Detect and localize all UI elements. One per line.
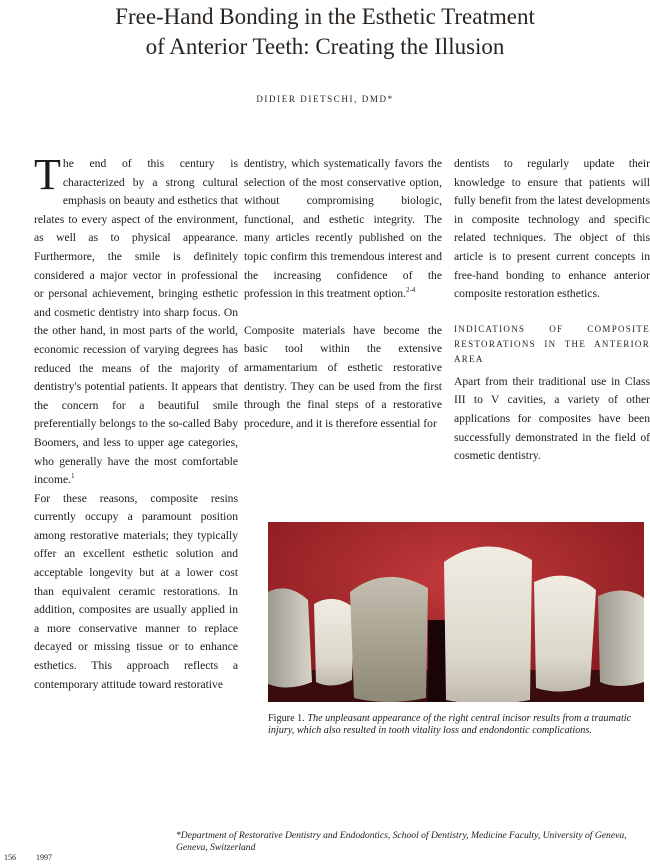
figure-label: Figure 1. (268, 713, 305, 724)
paragraph-dentists-update: dentists to regularly update their knowledge to ensure that patients will fully benefit from the latest developments in composite technology and specific related techniques. The object of this article is to present current concepts in free-hand bonding to enhance anterior composite restoration esthetics. (454, 157, 650, 301)
right-lateral-incisor (534, 576, 596, 692)
intro-text: he end of this century is characterized by a strong cultural emphasis on beauty and esthetics that relates to every aspect of the environment, as well as to physical appearance. Furthermore, the smile is definitely considered a major vector in professional or personal achievement, bringing esthetic and cosmetic dentistry into sharp focus. On the other hand, in most parts of the world, economic recession of varying degrees has reduced the means of the majority of dentistry's potential patients. It appears that the concern for a beautiful smile preferentially belongs to the so-called Baby Boomers, and less to upper age categories, who generally have the most comfortable income. (34, 157, 238, 487)
page-footer (4, 853, 70, 862)
paragraph-dentistry-text: dentistry, which systematically favors the selection of the most conservative option, without compromising biologic, functional, and esthetic integrity. The many articles recently published on the topic confirm this tremendous interest and the increasing confidence of the profession in this treatment option. (244, 157, 442, 301)
teeth-photo-illustration (268, 522, 644, 702)
affiliation-footnote: *Department of Restorative Dentistry and Endodontics, School of Dentistry, Medicine Faculty, University of Geneva, Geneva, Switzerland (176, 830, 627, 853)
right-canine (598, 590, 644, 686)
left-lateral-incisor (314, 599, 354, 686)
figure-caption-text: The unpleasant appearance of the right central incisor results from a traumatic injury, which also resulted in tooth vitality loss and endondontic complications. (268, 713, 632, 736)
body-column-2 (244, 155, 442, 433)
section-heading: INDICATIONS OF COMPOSITE RESTORATIONS IN THE ANTERIOR AREA (454, 323, 650, 364)
intro-paragraph (34, 150, 238, 490)
paragraph-spacer (244, 304, 442, 322)
figure-1-photo (268, 522, 644, 702)
article-title (0, 2, 650, 62)
title-line-1: Free-Hand Bonding in the Esthetic Treatment (115, 4, 535, 29)
paragraph-composite-resins: For these reasons, composite resins currently occupy a paramount position among restorative materials; they typically offer an excellent esthetic solution and acceptable longevity but at a lower cost than equivalent ceramic restorations. In addition, composites are usually applied in a more conservative manner to replace decayed or missing tissue or to enhance esthetics. This approach reflects a contemporary attitude toward restorative (34, 491, 238, 691)
figure-caption (268, 713, 650, 737)
body-column-1 (34, 150, 238, 694)
paragraph-spacer (454, 304, 650, 322)
drop-cap: T (34, 150, 61, 199)
title-line-2: of Anterior Teeth: Creating the Illusion (145, 34, 505, 59)
left-lateral-tooth (268, 588, 312, 687)
interdental-gap (428, 620, 446, 702)
paragraph-dentistry (244, 155, 442, 304)
body-column-3 (454, 155, 650, 466)
author-byline: DIDIER DIETSCHI, DMD* (256, 94, 394, 104)
publication-year: 1997 (36, 853, 52, 862)
reference-marker: 2-4 (405, 286, 416, 295)
page-number: 156 (4, 853, 16, 862)
healthy-central-incisor (444, 546, 532, 702)
paragraph-composite-materials: Composite materials have become the basic tool within the extensive armamentarium of esthetic restorative dentistry. They can be used from the first through the final steps of a restorative procedure, and it is therefore essential for (244, 323, 442, 430)
discolored-central-incisor (350, 577, 428, 702)
reference-marker: 1 (71, 472, 75, 481)
paragraph-apart-from: Apart from their traditional use in Class III to V cavities, a variety of other applications for composites have been successfully demonstrated in the field of cosmetic dentistry. (454, 374, 650, 463)
